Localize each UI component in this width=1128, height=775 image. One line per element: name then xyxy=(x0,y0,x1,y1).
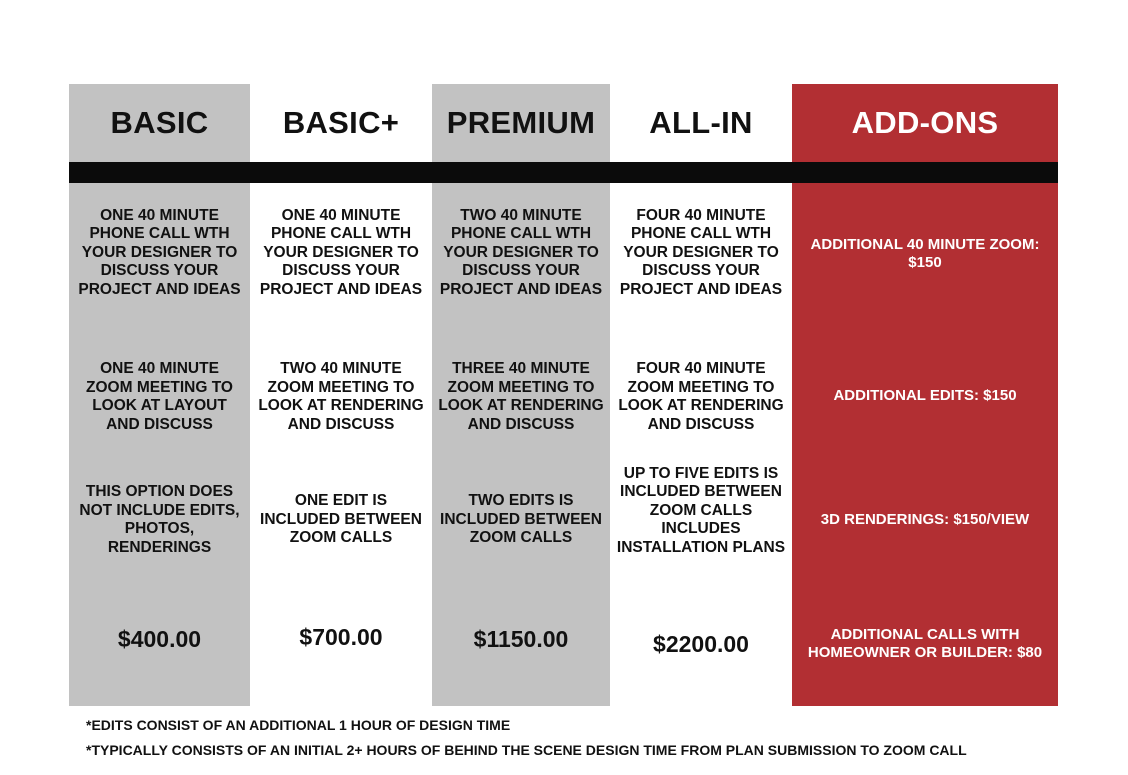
premium-header: PREMIUM xyxy=(446,105,596,140)
all-in-price: $2200.00 xyxy=(653,630,749,657)
all-in-zoom-text: FOUR 40 MINUTE ZOOM MEETING TO LOOK AT RENDERING AND DISCUSS xyxy=(618,360,784,433)
all-in-edits-text: UP TO FIVE EDITS IS INCLUDED BETWEEN ZOOM CALLS INCLUDES INSTALLATION PLANS xyxy=(616,464,786,556)
basic-price: $400.00 xyxy=(117,625,202,652)
addon-renderings-text: 3D RENDERINGS: $150/VIEW xyxy=(820,510,1030,528)
basic-plus-zoom-text: TWO 40 MINUTE ZOOM MEETING TO LOOK AT RENDERING AND DISCUSS xyxy=(258,360,424,433)
addon-edits-text: ADDITIONAL EDITS: $150 xyxy=(833,386,1017,404)
premium-edits-text: TWO EDITS IS INCLUDED BETWEEN ZOOM CALLS xyxy=(440,492,602,547)
addon-zoom-text: ADDITIONAL 40 MINUTE ZOOM: $150 xyxy=(810,235,1040,271)
premium-zoom-text: THREE 40 MINUTE ZOOM MEETING TO LOOK AT RENDERING AND DISCUSS xyxy=(438,360,604,433)
all-in-header: ALL-IN xyxy=(649,105,753,140)
basic-plus-edits-text: ONE EDIT IS INCLUDED BETWEEN ZOOM CALLS xyxy=(260,492,422,547)
addons-header: ADD-ONS xyxy=(851,105,999,140)
basic-plus-price: $700.00 xyxy=(299,623,383,650)
basic-zoom-text: ONE 40 MINUTE ZOOM MEETING TO LOOK AT LAYOUT AND DISCUSS xyxy=(86,360,233,433)
footnote-edits: *EDITS CONSIST OF AN ADDITIONAL 1 HOUR OF DESIGN TIME xyxy=(86,717,511,733)
basic-header: BASIC xyxy=(110,105,209,140)
premium-call-text: TWO 40 MINUTE PHONE CALL WTH YOUR DESIGNER TO DISCUSS YOUR PROJECT AND IDEAS xyxy=(439,206,603,298)
basic-plus-call-text: ONE 40 MINUTE PHONE CALL WTH YOUR DESIGNER TO DISCUSS YOUR PROJECT AND IDEAS xyxy=(259,206,423,298)
basic-plus-header: BASIC+ xyxy=(282,105,400,140)
basic-edits-text: THIS OPTION DOES NOT INCLUDE EDITS, PHOTOS, RENDERINGS xyxy=(79,483,240,556)
basic-call-text: ONE 40 MINUTE PHONE CALL WTH YOUR DESIGNER TO DISCUSS YOUR PROJECT AND IDEAS xyxy=(78,206,241,298)
header-divider xyxy=(69,162,1058,183)
addon-calls-text: ADDITIONAL CALLS WITH HOMEOWNER OR BUILDER: $80 xyxy=(807,625,1043,661)
premium-price: $1150.00 xyxy=(473,625,569,652)
all-in-call-text: FOUR 40 MINUTE PHONE CALL WTH YOUR DESIGNER TO DISCUSS YOUR PROJECT AND IDEAS xyxy=(619,206,783,298)
footnote-design-time: *TYPICALLY CONSISTS OF AN INITIAL 2+ HOURS OF BEHIND THE SCENE DESIGN TIME FROM PLAN SUBMISSION TO ZOOM CALL xyxy=(86,742,967,758)
